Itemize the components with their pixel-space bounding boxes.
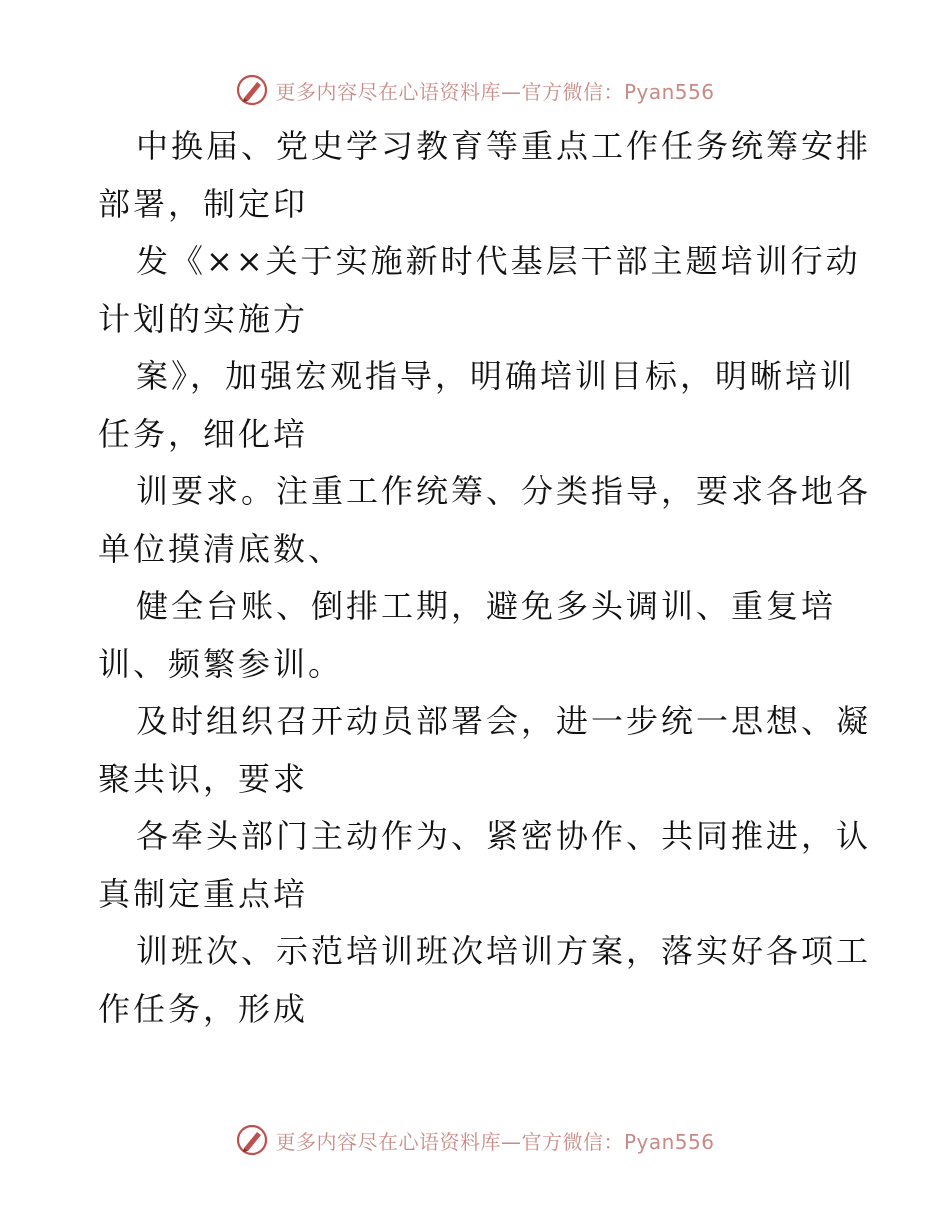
document-body [98,118,872,1038]
text-line: 发《××关于实施新时代基层干部主题培训行动 [136,242,861,280]
text-line: 训要求。注重工作统筹、分类指导，要求各地各 [136,472,872,510]
text-line: 作任务，形成 [98,989,309,1028]
text-line: 计划的实施方 [98,299,309,338]
text-line: 真制定重点培 [98,874,309,913]
text-line: 中换届、党史学习教育等重点工作任务统筹安排 [136,127,872,165]
text-line: 健全台账、倒排工期，避免多头调训、重复培 [136,587,837,625]
pen-logo-icon [235,73,269,107]
text-line: 聚共识，要求 [98,759,309,798]
watermark-text: 更多内容尽在心语资料库—官方微信：Pyan556 [275,79,715,104]
pen-logo-icon [235,1123,269,1157]
text-line: 训班次、示范培训班次培训方案，落实好各项工 [136,932,872,970]
text-line: 任务，细化培 [98,414,309,453]
text-line: 各牵头部门主动作为、紧密协作、共同推进，认 [136,817,872,855]
text-line: 训、频繁参训。 [98,644,344,683]
text-line: 案》，加强宏观指导，明确培训目标，明晰培训 [136,357,856,395]
footer-watermark [0,1120,950,1160]
text-line: 单位摸清底数、 [98,529,344,568]
text-line: 及时组织召开动员部署会，进一步统一思想、凝 [136,702,872,740]
header-watermark [0,70,950,110]
text-line: 部署，制定印 [98,184,309,223]
watermark-text: 更多内容尽在心语资料库—官方微信：Pyan556 [275,1129,715,1154]
